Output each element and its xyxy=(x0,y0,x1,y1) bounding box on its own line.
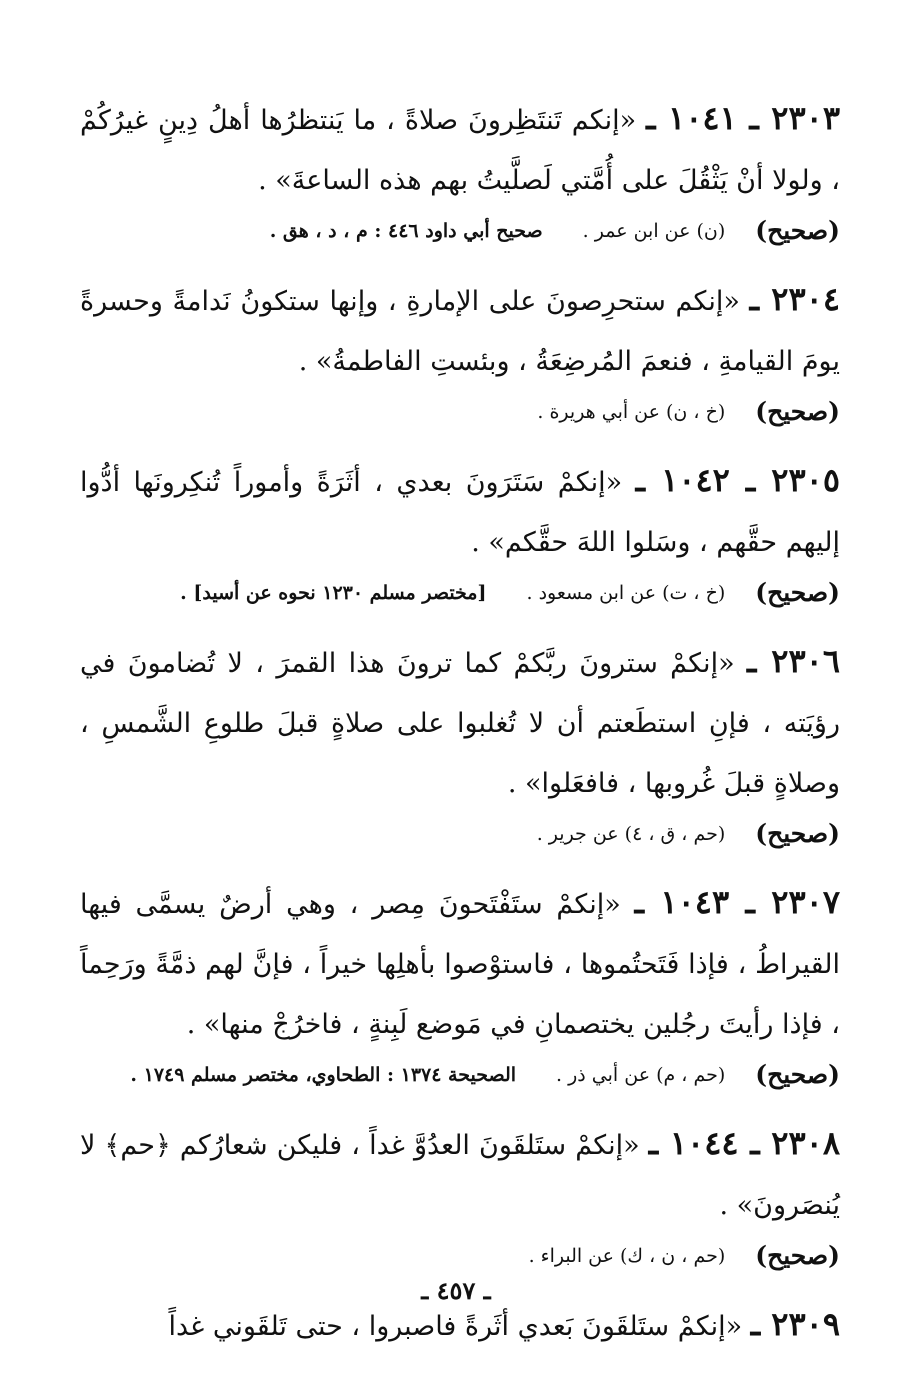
hadith-content: «إنكمْ ستَلقَونَ العدُوَّ غداً ، فليكن شعارُكم ﴿حم﴾ لا يُنصَرونَ» . xyxy=(80,1130,840,1221)
hadith-text xyxy=(80,269,840,392)
grade-label: (صحيح) xyxy=(755,578,840,607)
hadith-2308 xyxy=(80,1113,840,1276)
hadith-2307 xyxy=(80,872,840,1095)
page-number: ـ ٤٥٧ ـ xyxy=(421,1276,491,1305)
hadith-number: ٢٣٠٥ ـ ١٠٤٢ ـ xyxy=(635,461,841,499)
extra-reference: [مختصر مسلم ١٢٣٠ نحوه عن أسيد] . xyxy=(180,582,487,604)
source-text: (خ ، ت) عن ابن مسعود . xyxy=(526,582,726,604)
hadith-content: «إنكمْ ستَلقَونَ بَعدي أثَرةً فاصبروا ، حتى تَلقَوني غداً xyxy=(168,1311,743,1342)
hadith-content: «إنكم ستحرِصونَ على الإمارةِ ، وإنها ستكونُ نَدامةً وحسرةً يومَ القيامةِ ، فنعمَ المُرضِعَةُ ، وبئستِ الفاطمةُ» . xyxy=(80,286,840,377)
grade-label: (صحيح) xyxy=(755,216,840,245)
hadith-text xyxy=(80,631,840,814)
grade-label: (صحيح) xyxy=(755,1060,840,1089)
hadith-content: «إنكمْ سترونَ ربَّكمْ كما ترونَ هذا القمرَ ، لا تُضامونَ في رؤيَته ، فإنِ استطَعتم أن لا تُغلبوا على صلاةٍ قبلَ طلوعِ الشَّمسِ ، وصلاةٍ قبلَ غُروبها ، فافعَلوا» . xyxy=(80,648,840,799)
source-text: (ن) عن ابن عمر . xyxy=(582,220,726,242)
hadith-reference xyxy=(80,1236,840,1276)
source-text: (حم ، م) عن أبي ذر . xyxy=(556,1064,726,1086)
extra-reference: صحيح أبي داود ٤٤٦ : م ، د ، هق . xyxy=(269,220,543,242)
hadith-reference xyxy=(80,392,840,432)
hadith-2303 xyxy=(80,88,840,251)
source-text: (حم ، ن ، ك) عن البراء . xyxy=(528,1245,726,1267)
hadith-content: «إنكمْ ستَفْتَحونَ مِصر ، وهي أرضٌ يسمَّى فيها القيراطُ ، فإذا فَتَحتُموها ، فاستوْصوا بأهلِها خيراً ، فإنَّ لهم ذمَّةً ورَحِماً ، فإذا رأيتَ رجُلين يختصمانِ في مَوضع لَبِنةٍ ، فاخرُجْ منها» . xyxy=(80,889,840,1040)
hadith-2305 xyxy=(80,450,840,613)
hadith-text xyxy=(80,88,840,211)
hadith-content: «إنكم تَنتَظِرونَ صلاةً ، ما يَنتظرُها أهلُ دِينٍ غيرُكُمْ ، ولولا أنْ يَثْقُلَ على أُمَّتي لَصلَّيتُ بهم هذه الساعةَ» . xyxy=(80,105,840,196)
hadith-2304 xyxy=(80,269,840,432)
grade-label: (صحيح) xyxy=(755,819,840,848)
hadith-2306 xyxy=(80,631,840,854)
hadith-number: ٢٣٠٣ ـ ١٠٤١ ـ xyxy=(646,99,840,137)
hadith-number: ٢٣٠٧ ـ ١٠٤٣ ـ xyxy=(634,883,841,921)
hadith-text xyxy=(80,872,840,1055)
hadith-number: ٢٣٠٤ ـ xyxy=(749,280,840,318)
hadith-text xyxy=(80,450,840,573)
extra-reference: الصحيحة ١٣٧٤ : الطحاوي، مختصر مسلم ١٧٤٩ . xyxy=(130,1064,517,1086)
hadith-number: ٢٣٠٩ ـ xyxy=(750,1305,840,1343)
grade-label: (صحيح) xyxy=(755,1241,840,1270)
page-body xyxy=(80,88,840,1375)
hadith-reference xyxy=(80,814,840,854)
hadith-reference xyxy=(80,573,840,613)
hadith-reference xyxy=(80,211,840,251)
hadith-number: ٢٣٠٦ ـ xyxy=(746,642,841,680)
source-text: (خ ، ن) عن أبي هريرة . xyxy=(537,401,726,423)
hadith-text xyxy=(80,1113,840,1236)
hadith-content: «إنكمْ سَتَرَونَ بعدي ، أثَرَةً وأموراً تُنكِرونَها أدُّوا إليهم حقَّهم ، وسَلوا اللهَ حقَّكم» . xyxy=(80,467,840,558)
source-text: (حم ، ق ، ٤) عن جرير . xyxy=(536,823,726,845)
grade-label: (صحيح) xyxy=(755,397,840,426)
hadith-reference xyxy=(80,1055,840,1095)
hadith-number: ٢٣٠٨ ـ ١٠٤٤ ـ xyxy=(648,1124,841,1162)
